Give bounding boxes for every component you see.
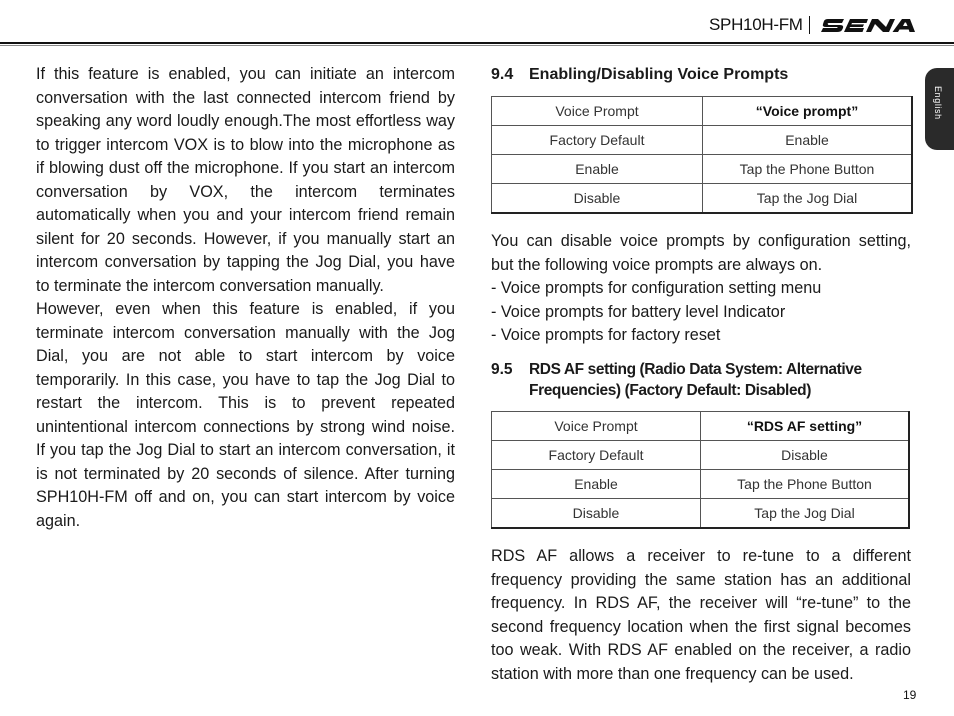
table-cell: Voice Prompt <box>492 412 701 441</box>
rds-af-table <box>491 411 910 529</box>
section-heading-9-5 <box>491 359 921 401</box>
section-heading-9-4 <box>491 66 788 84</box>
list-item: - Voice prompts for battery level Indicator <box>491 302 786 321</box>
voice-prompt-table <box>491 96 913 214</box>
voice-prompt-description <box>491 230 911 348</box>
page-number: 19 <box>903 688 917 702</box>
list-item: - Voice prompts for factory reset <box>491 326 721 344</box>
table-cell: Disable <box>701 441 910 470</box>
table-row <box>492 499 910 528</box>
table-cell: Tap the Phone Button <box>701 470 910 499</box>
table-cell: Enable <box>492 155 703 184</box>
table-cell: Disable <box>492 184 703 213</box>
language-tab-label: English <box>933 86 943 120</box>
table-cell: Tap the Jog Dial <box>701 499 910 528</box>
table-cell: Factory Default <box>492 126 703 155</box>
language-tab <box>925 68 954 150</box>
table-cell: “Voice prompt” <box>703 97 913 126</box>
paragraph: You can disable voice prompts by configuration setting, but the following voice prompts are always on. <box>491 232 911 274</box>
paragraph: If this feature is enabled, you can initiate an intercom conversation with the last connected intercom friend by speaking any word loudly enough.The most effortless way to trigger intercom VOX is to blow into the microphone as if blowing dust off the microphone. If you start an intercom conversation by VOX, the intercom terminates automatically when you and your intercom friend remain silent for 20 seconds. However, if you manually start an intercom conversation by tapping the Jog Dial, you have to terminate the intercom conversation manually. <box>36 65 455 295</box>
table-row <box>492 184 913 213</box>
rds-af-description <box>491 545 911 686</box>
section-title: Enabling/Disabling Voice Prompts <box>529 66 789 83</box>
table-row <box>492 412 910 441</box>
table-cell: Factory Default <box>492 441 701 470</box>
table-cell: “RDS AF setting” <box>701 412 910 441</box>
section-number: 9.4 <box>491 66 514 83</box>
table-row <box>492 470 910 499</box>
list-item: - Voice prompts for configuration setting menu <box>491 279 822 297</box>
left-column <box>36 63 455 533</box>
table-cell: Enable <box>703 126 913 155</box>
table-cell: Voice Prompt <box>492 97 703 126</box>
sena-logo <box>820 15 920 35</box>
table-cell: Tap the Phone Button <box>703 155 913 184</box>
section-title: RDS AF setting (Radio Data System: Alternative Frequencies) (Factory Default: Disabled) <box>529 361 862 399</box>
paragraph: RDS AF allows a receiver to re-tune to a different frequency providing the same station has an additional frequency. In RDS AF, the receiver will “re-tune” to the second frequency location when the first signal becomes too weak. With RDS AF enabled on the receiver, a radio station with more than one frequency can be used. <box>491 547 911 683</box>
table-row <box>492 441 910 470</box>
table-cell: Disable <box>492 499 701 528</box>
table-row <box>492 155 913 184</box>
table-row <box>492 126 913 155</box>
header-rule-thin <box>0 45 954 46</box>
header-rule <box>0 42 954 44</box>
section-number: 9.5 <box>491 361 513 378</box>
table-row <box>492 97 913 126</box>
table-cell: Tap the Jog Dial <box>703 184 913 213</box>
header-divider <box>809 16 810 34</box>
paragraph: However, even when this feature is enabled, if you terminate intercom conversation manually with the Jog Dial, you are not able to start intercom by voice temporarily. In this case, you have to tap the Jog Dial to restart the intercom. This is to prevent repeated unintentional intercom connections by strong wind noise. If you tap the Jog Dial to start an intercom conversation, it is not terminated by 20 seconds of silence. After turning SPH10H-FM off and on, you can start intercom by voice again. <box>36 300 455 530</box>
table-cell: Enable <box>492 470 701 499</box>
document-title: SPH10H-FM <box>709 15 803 34</box>
